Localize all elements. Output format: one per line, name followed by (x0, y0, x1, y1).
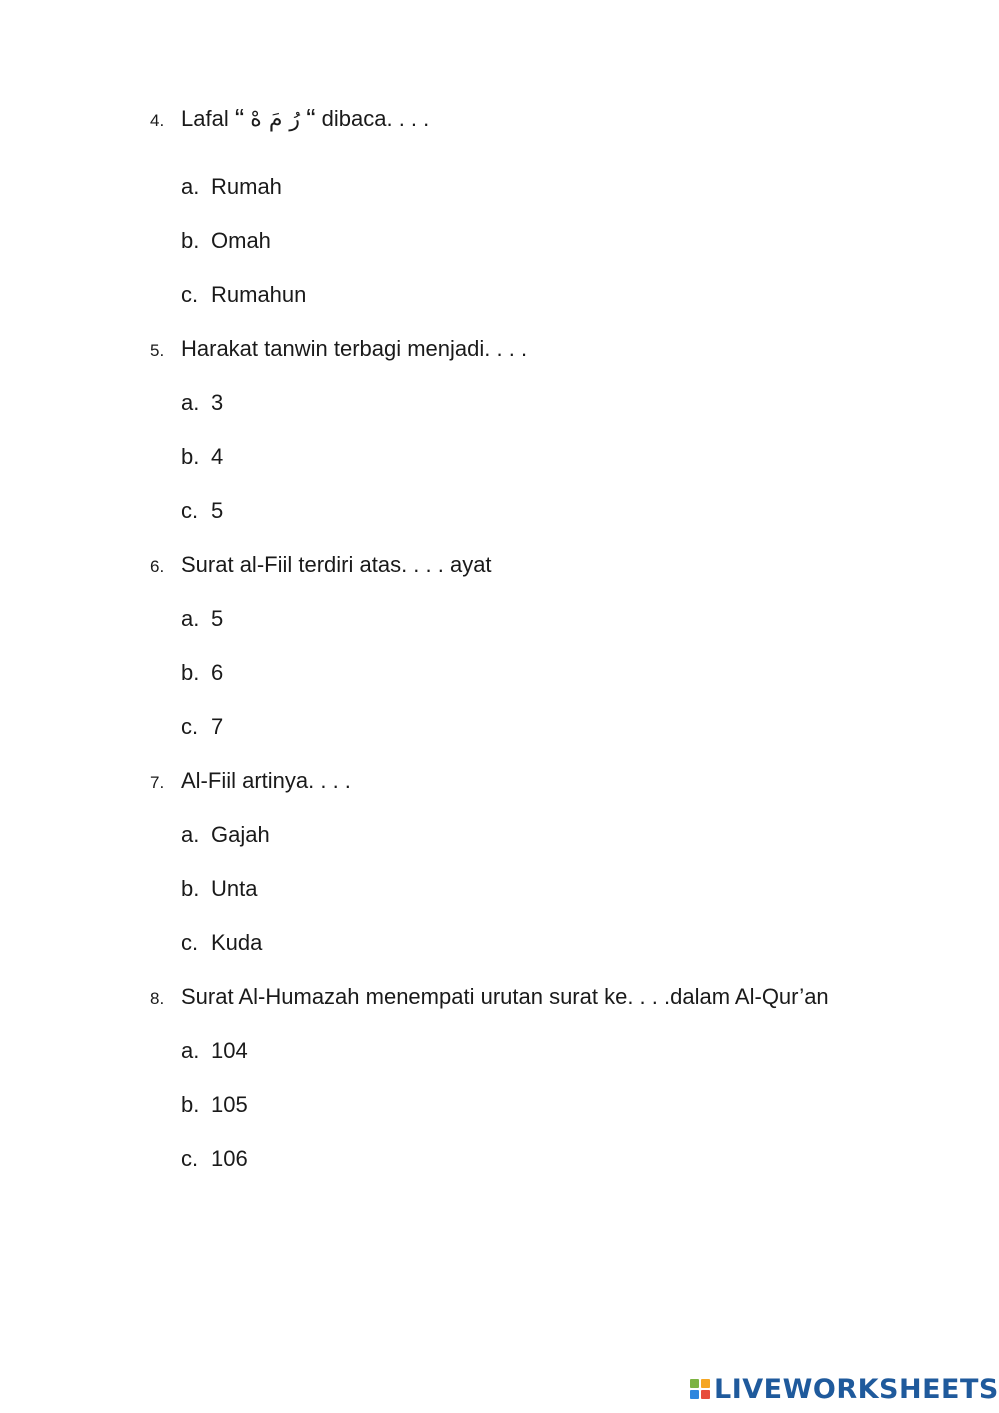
option-7b (181, 876, 257, 902)
option-letter: c. (181, 1146, 199, 1171)
option-text: 3 (211, 390, 224, 415)
option-letter: a. (181, 390, 200, 415)
liveworksheets-logo (690, 1373, 999, 1405)
close-quote: “ (306, 103, 316, 134)
question-6 (150, 552, 492, 580)
option-text: Gajah (211, 822, 270, 847)
question-text-suffix: dibaca. . . . (321, 106, 430, 131)
question-number: 8. (150, 989, 165, 1008)
option-text: 5 (211, 498, 224, 523)
option-text: 5 (211, 606, 224, 631)
option-letter: b. (181, 876, 200, 901)
option-text: 4 (211, 444, 224, 469)
option-4a (181, 174, 282, 200)
option-text: 104 (211, 1038, 248, 1063)
option-letter: b. (181, 444, 200, 469)
option-letter: a. (181, 174, 200, 199)
question-number: 6. (150, 557, 165, 576)
question-number: 4. (150, 111, 165, 130)
option-text: Unta (211, 876, 258, 901)
option-text: Rumahun (211, 282, 307, 307)
option-5b (181, 444, 223, 470)
option-6b (181, 660, 223, 686)
option-letter: b. (181, 660, 200, 685)
option-letter: a. (181, 822, 200, 847)
option-letter: a. (181, 1038, 200, 1063)
option-letter: a. (181, 606, 200, 631)
liveworksheets-logo-icon (690, 1379, 710, 1399)
option-8c (181, 1146, 248, 1172)
option-letter: b. (181, 228, 200, 253)
option-text: Omah (211, 228, 271, 253)
question-number: 7. (150, 773, 165, 792)
option-letter: c. (181, 282, 199, 307)
question-4 (150, 103, 430, 134)
option-5c (181, 498, 223, 524)
option-text: Kuda (211, 930, 263, 955)
option-7c (181, 930, 262, 956)
option-letter: b. (181, 1092, 200, 1117)
option-text: 7 (211, 714, 224, 739)
question-text: Surat al-Fiil terdiri atas. . . . ayat (181, 552, 492, 577)
question-text: Al-Fiil artinya. . . . (181, 768, 351, 793)
option-text: 6 (211, 660, 224, 685)
question-text: Surat Al-Humazah menempati urutan surat ke. . . .dalam Al-Qur’an (181, 984, 829, 1009)
option-6a (181, 606, 223, 632)
option-letter: c. (181, 930, 199, 955)
open-quote: “ (234, 103, 245, 134)
option-4b (181, 228, 271, 254)
option-8a (181, 1038, 248, 1064)
arabic-word: رُ مَ هْ (250, 107, 301, 132)
question-5 (150, 336, 527, 364)
option-letter: c. (181, 714, 199, 739)
question-number: 5. (150, 341, 165, 360)
option-text: Rumah (211, 174, 282, 199)
option-8b (181, 1092, 248, 1118)
option-letter: c. (181, 498, 199, 523)
question-text: Lafal (181, 106, 229, 131)
option-text: 105 (211, 1092, 248, 1117)
option-6c (181, 714, 223, 740)
question-8 (150, 984, 829, 1012)
question-7 (150, 768, 351, 796)
option-text: 106 (211, 1146, 248, 1171)
option-4c (181, 282, 306, 308)
option-5a (181, 390, 223, 416)
question-text: Harakat tanwin terbagi menjadi. . . . (181, 336, 528, 361)
option-7a (181, 822, 270, 848)
logo-text: LIVEWORKSHEETS (714, 1373, 999, 1405)
